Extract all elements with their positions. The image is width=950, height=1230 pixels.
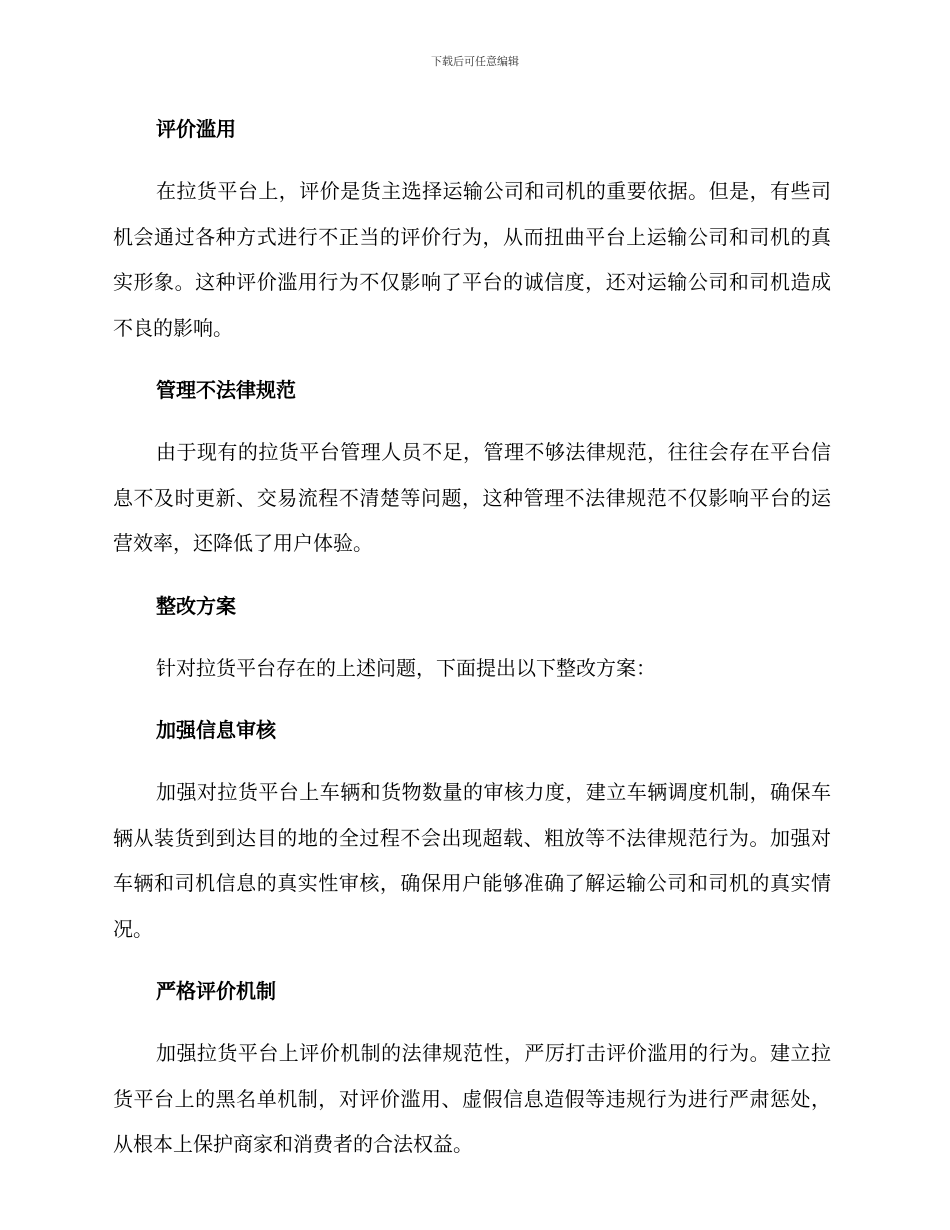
section-paragraph-info-review: 加强对拉货平台上车辆和货物数量的审核力度，建立车辆调度机制，确保车辆从装货到到达目的地的全过程不会出现超载、粗放等不法律规范行为。加强对车辆和司机信息的真实性审核，确保用户能够准确了解运输公司和司机的真实情况。 xyxy=(113,780,831,941)
section-heading-rating-abuse: 评价滥用 xyxy=(156,117,236,141)
section-heading-management: 管理不法律规范 xyxy=(156,378,296,402)
section-paragraph-rating-mechanism: 加强拉货平台上评价机制的法律规范性，严厉打击评价滥用的行为。建立拉货平台上的黑名单机制，对评价滥用、虚假信息造假等违规行为进行严肃惩处，从根本上保护商家和消费者的合法权益。 xyxy=(113,1041,831,1156)
section-paragraph-rectification-plan: 针对拉货平台存在的上述问题，下面提出以下整改方案： xyxy=(156,655,656,680)
section-heading-info-review: 加强信息审核 xyxy=(156,718,276,742)
section-paragraph-rating-abuse: 在拉货平台上，评价是货主选择运输公司和司机的重要依据。但是，有些司机会通过各种方式进行不正当的评价行为，从而扭曲平台上运输公司和司机的真实形象。这种评价滥用行为不仅影响了平台的诚信度，还对运输公司和司机造成不良的影响。 xyxy=(113,179,831,340)
section-paragraph-management: 由于现有的拉货平台管理人员不足，管理不够法律规范，往往会存在平台信息不及时更新、交易流程不清楚等问题，这种管理不法律规范不仅影响平台的运营效率，还降低了用户体验。 xyxy=(113,440,831,555)
header-note: 下载后可任意编辑 xyxy=(431,55,519,68)
document-body xyxy=(113,112,831,1168)
section-heading-rating-mechanism: 严格评价机制 xyxy=(156,979,276,1003)
section-heading-rectification-plan: 整改方案 xyxy=(156,593,236,618)
